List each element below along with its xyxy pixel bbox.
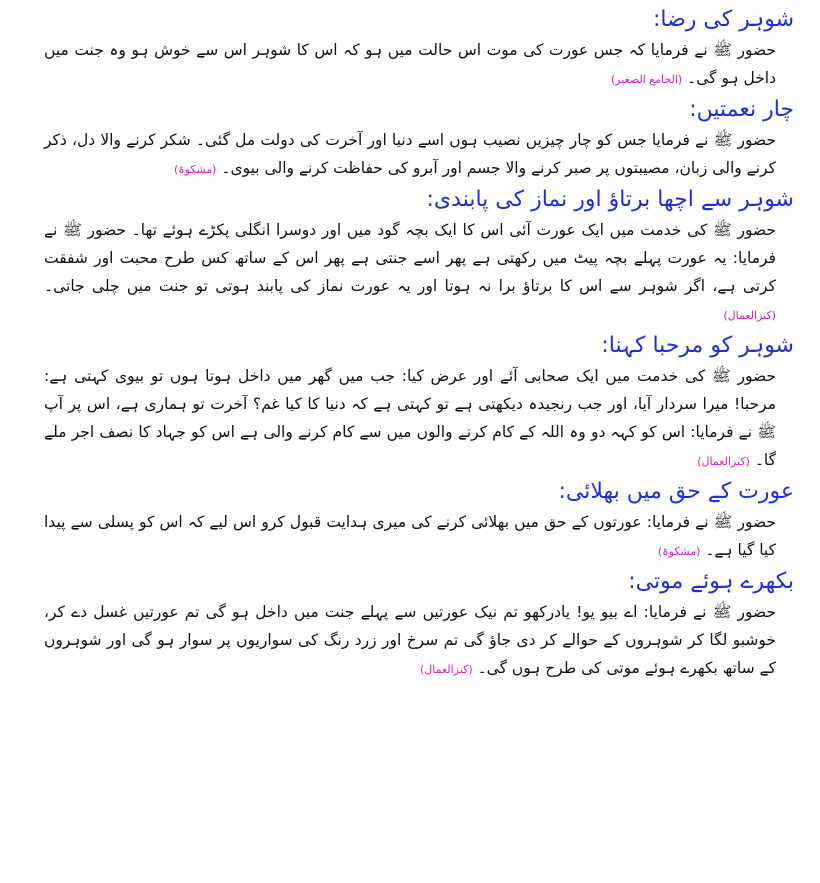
paragraph-text: حضور ﷺ نے فرمایا جس کو چار چیزیں نصیب ہوں اسے دنیا اور آخرت کی دولت مل گئی۔ شکر کرنے والا دل، ذکر کرنے والی زبان، مصیبتوں پر صبر کرنے والا جسم اور آبرو کی حفاظت کرنے والی بیوی۔ <box>44 131 776 177</box>
section-paragraph <box>44 36 776 94</box>
section-scattered-pearls <box>44 568 794 684</box>
section-husband-pleasure <box>44 6 794 94</box>
reference-citation: (مشکوۃ) <box>657 545 701 558</box>
paragraph-text: حضور ﷺ کی خدمت میں ایک عورت آئی اس کا ایک بچہ گود میں اور دوسرا انگلی پکڑے ہوئے تھا۔ حضور ﷺ نے فرمایا: یہ عورت پہلے بچہ پیٹ میں رکھتی ہے پھر اسے جنتی ہے پھر اس کے ساتھ کس طرح محبت اور شفقت کرتی ہے، اگر شوہر سے اس کا برتاؤ برا نہ ہوتا اور یہ عورت نماز کی پابند ہوتی تو جنت میں چلی جاتی۔ <box>44 221 776 295</box>
section-heading: بکھرے ہوئے موتی: <box>628 569 794 594</box>
reference-citation: (کنزالعمال) <box>723 309 776 322</box>
paragraph-text: حضور ﷺ نے فرمایا: عورتوں کے حق میں بھلائی کرنے کی میری ہدایت قبول کرو اس لیے کہ اس کو پسلی سے پیدا کیا گیا ہے۔ <box>44 513 776 559</box>
reference-citation: (کنزالعمال) <box>420 663 473 676</box>
section-paragraph <box>44 362 776 476</box>
section-heading: شوہر کو مرحبا کہنا: <box>601 333 794 358</box>
paragraph-text: حضور ﷺ نے فرمایا کہ جس عورت کی موت اس حالت میں ہو کہ اس کا شوہر اس سے خوش ہو وہ جنت میں داخل ہو گی۔ <box>44 41 776 87</box>
paragraph-text: حضور ﷺ کی خدمت میں ایک صحابی آئے اور عرض کیا: جب میں گھر میں داخل ہوتا ہوں تو بیوی کہتی ہے: مرحبا! میرا سردار آیا، اور جب رنجیدہ دیکھتی ہے تو کہتی ہے کہ دنیا کا کیا غم؟ آخرت تو ہماری ہے، اس پر آپ ﷺ نے فرمایا: اس کو کہہ دو وہ اللہ کے کام کرنے والوں میں سے کام کرنے والی ہے اس کو جہاد کا نصف اجر ملے گا۔ <box>44 367 776 469</box>
section-kindness-to-women <box>44 478 794 566</box>
section-four-blessings <box>44 96 794 184</box>
section-good-conduct-prayer <box>44 186 794 330</box>
reference-citation: (کنزالعمال) <box>697 455 750 468</box>
section-paragraph <box>44 216 776 330</box>
reference-citation: (مشکوۃ) <box>173 163 217 176</box>
section-heading: شوہر کی رضا: <box>652 7 794 32</box>
section-heading: چار نعمتیں: <box>689 97 794 122</box>
reference-citation: (الجامع الصغیر) <box>610 73 683 86</box>
section-heading: عورت کے حق میں بھلائی: <box>558 479 794 504</box>
section-paragraph <box>44 598 776 684</box>
section-paragraph <box>44 126 776 184</box>
section-paragraph <box>44 508 776 566</box>
section-heading: شوہر سے اچھا برتاؤ اور نماز کی پابندی: <box>426 187 794 212</box>
paragraph-text: حضور ﷺ نے فرمایا: اے بیو یو! یادرکھو تم نیک عورتیں سے پہلے جنت میں داخل ہو گی تم عورتیں غسل دے کر، خوشبو لگا کر شوہروں کے حوالے کر دی جاؤ گی تم سرخ اور زرد رنگ کی سواریوں پر سوار ہو گی اور شوہروں کے ساتھ بکھرے ہوئے موتی کی طرح ہوں گی۔ <box>44 603 776 677</box>
section-welcoming-husband <box>44 332 794 476</box>
